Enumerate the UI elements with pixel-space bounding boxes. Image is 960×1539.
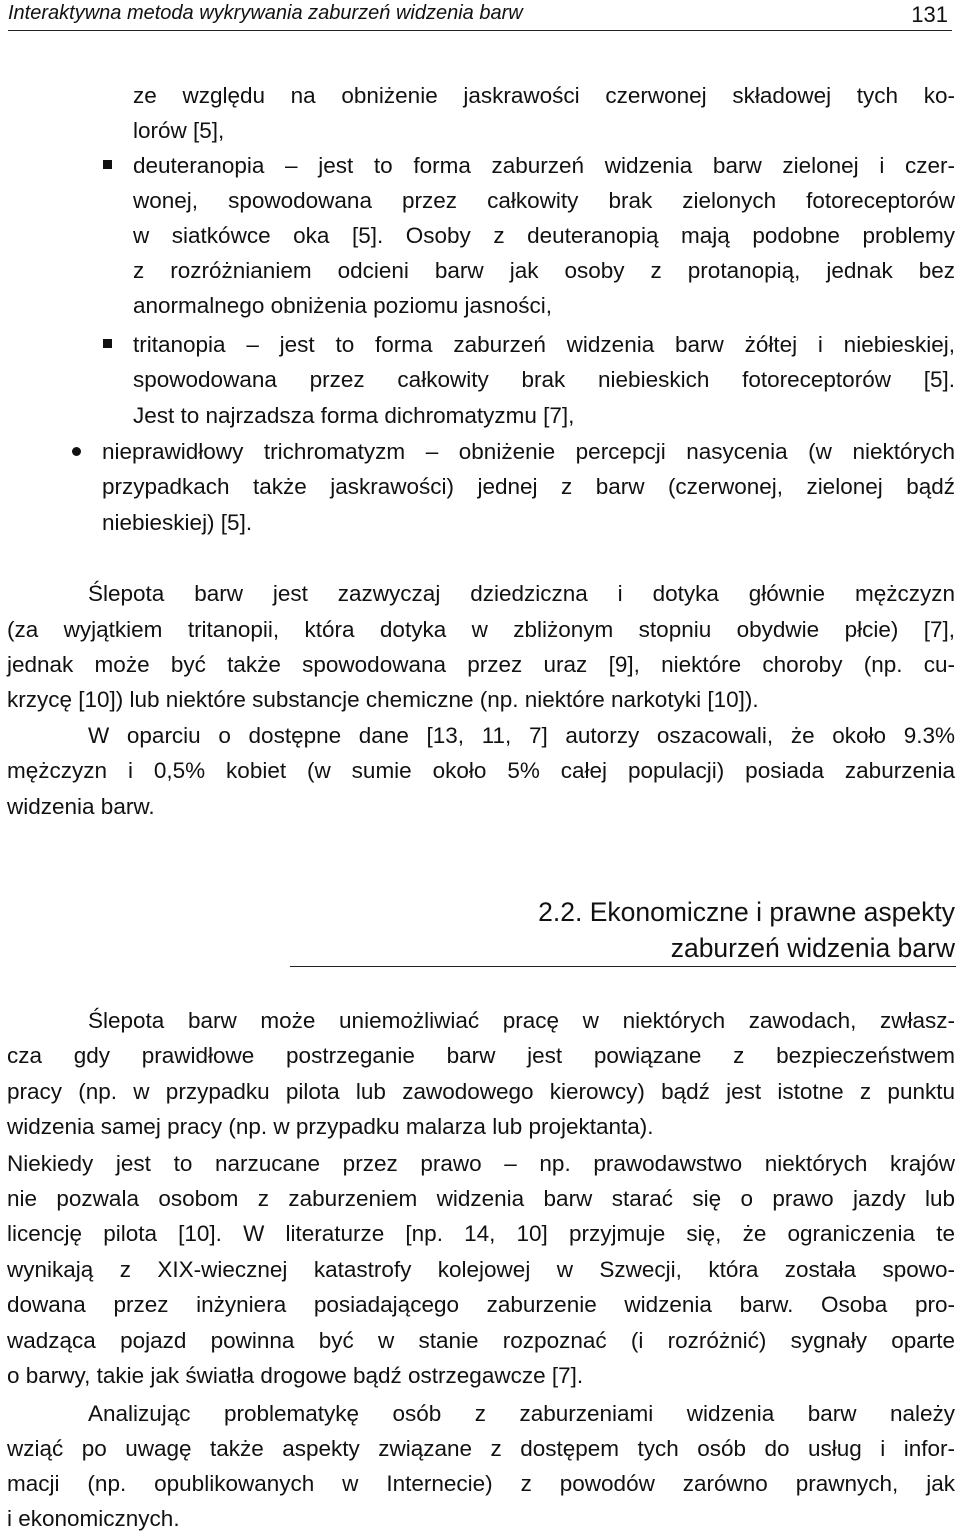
paragraph-line: Analizując problematykę osób z zaburzeniami widzenia barw należy: [88, 1401, 955, 1426]
heading-underline: [290, 966, 956, 967]
square-bullet-icon: [103, 339, 112, 348]
list-text-line: niebieskiej) [5].: [102, 510, 253, 535]
list-item-deuteranopia: deuteranopia – jest to forma zaburzeń widzenia barw zielonej i czer-: [133, 153, 955, 178]
list-item-trichromatism: nieprawidłowy trichromatyzm – obniżenie percepcji nasycenia (w niektórych: [102, 439, 955, 464]
list-text-line: lorów [5],: [133, 118, 225, 143]
running-title: Interaktywna metoda wykrywania zaburzeń widzenia barw: [8, 2, 523, 24]
paragraph-line: o barwy, takie jak światła drogowe bądź ostrzegawcze [7].: [7, 1363, 584, 1388]
paragraph-line: wynikają z XIX-wiecznej katastrofy kolejowej w Szwecji, która została spowo-: [7, 1257, 955, 1282]
section-heading-line2: zaburzeń widzenia barw: [670, 933, 955, 963]
list-text-line: wonej, spowodowana przez całkowity brak zielonych fotoreceptorów: [133, 188, 955, 213]
paragraph-line: krzycę [10]) lub niektóre substancje chemiczne (np. niektóre narkotyki [10]).: [7, 687, 759, 712]
running-header: [8, 0, 952, 31]
list-text-line: z rozróżnianiem odcieni barw jak osoby z protanopią, jednak bez: [133, 258, 955, 283]
paragraph-line: widzenia samej pracy (np. w przypadku malarza lub projektanta).: [7, 1114, 654, 1139]
list-text-line: ze względu na obniżenie jaskrawości czerwonej składowej tych ko-: [133, 83, 955, 108]
paragraph-line: Ślepota barw jest zazwyczaj dziedziczna i dotyka głównie mężczyzn: [88, 581, 955, 606]
paragraph-line: jednak może być także spowodowana przez uraz [9], niektóre choroby (np. cu-: [7, 652, 955, 677]
section-heading: 2.2. Ekonomiczne i prawne aspekty: [538, 897, 955, 927]
paragraph-line: macji (np. opublikowanych w Internecie) z powodów zarówno prawnych, jak: [7, 1471, 955, 1496]
round-bullet-icon: [72, 447, 81, 456]
paragraph-line: Ślepota barw może uniemożliwiać pracę w niektórych zawodach, zwłasz-: [88, 1008, 955, 1033]
paragraph-line: Niekiedy jest to narzucane przez prawo – np. prawodawstwo niektórych krajów: [7, 1151, 955, 1176]
paragraph-line: cza gdy prawidłowe postrzeganie barw jest powiązane z bezpieczeństwem: [7, 1043, 955, 1068]
list-text-line: anormalnego obniżenia poziomu jasności,: [133, 293, 553, 318]
paragraph-line: wziąć po uwagę także aspekty związane z dostępem tych osób do usług i infor-: [7, 1436, 955, 1461]
list-text-line: Jest to najrzadsza forma dichromatyzmu [7],: [133, 403, 575, 428]
paragraph-line: i ekonomicznych.: [7, 1506, 180, 1531]
list-text-line: przypadkach także jaskrawości) jednej z barw (czerwonej, zielonej bądź: [102, 474, 955, 499]
paragraph-line: dowana przez inżyniera posiadającego zaburzenie widzenia barw. Osoba pro-: [7, 1292, 955, 1317]
paragraph-line: licencję pilota [10]. W literaturze [np. 14, 10] przyjmuje się, że ograniczenia te: [7, 1221, 955, 1246]
paragraph-line: widzenia barw.: [7, 794, 155, 819]
paragraph-line: nie pozwala osobom z zaburzeniem widzenia barw starać się o prawo jazdy lub: [7, 1186, 955, 1211]
list-text-line: w siatkówce oka [5]. Osoby z deuteranopią mają podobne problemy: [133, 223, 955, 248]
paragraph-line: (za wyjątkiem tritanopii, która dotyka w zbliżonym stopniu obydwie płcie) [7],: [7, 617, 955, 642]
list-item-tritanopia: tritanopia – jest to forma zaburzeń widzenia barw żółtej i niebieskiej,: [133, 332, 955, 357]
paragraph-line: W oparciu o dostępne dane [13, 11, 7] autorzy oszacowali, że około 9.3%: [88, 723, 955, 748]
square-bullet-icon: [103, 160, 112, 169]
paragraph-line: pracy (np. w przypadku pilota lub zawodowego kierowcy) bądź jest istotne z punktu: [7, 1079, 955, 1104]
paragraph-line: mężczyzn i 0,5% kobiet (w sumie około 5% całej populacji) posiada zaburzenia: [7, 758, 955, 783]
page-number: 131: [911, 2, 948, 27]
list-text-line: spowodowana przez całkowity brak niebieskich fotoreceptorów [5].: [133, 367, 955, 392]
paragraph-line: wadząca pojazd powinna być w stanie rozpoznać (i rozróżnić) sygnały oparte: [7, 1328, 955, 1353]
